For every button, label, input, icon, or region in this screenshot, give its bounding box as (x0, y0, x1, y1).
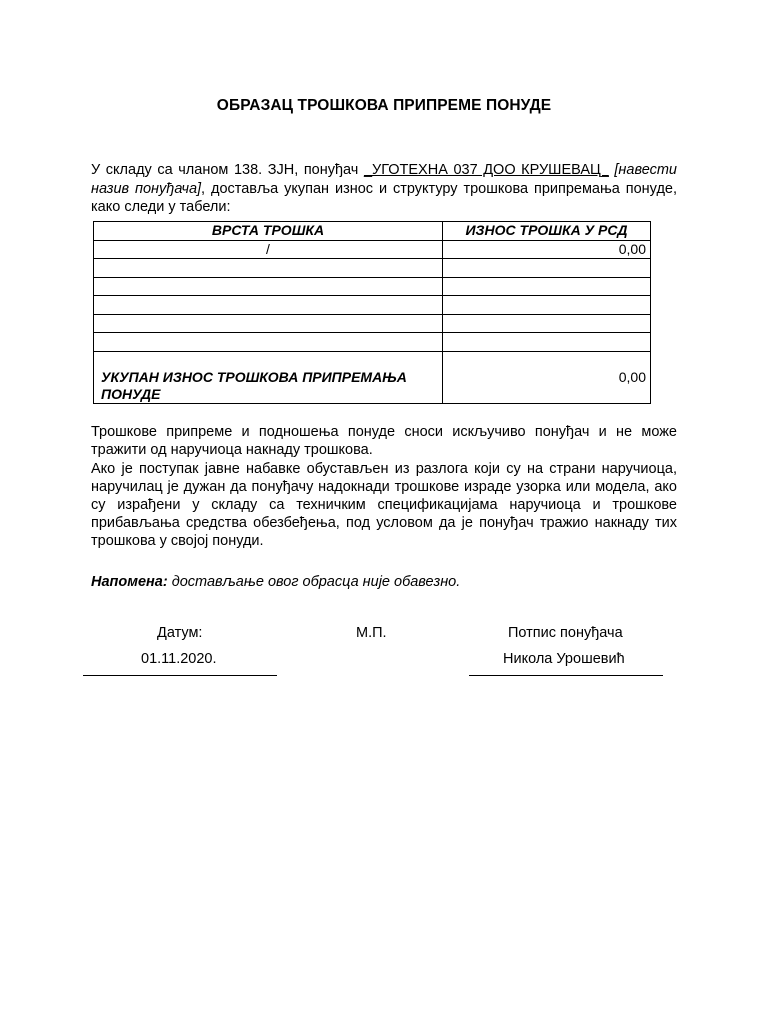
table-row (94, 240, 651, 259)
table-row (94, 277, 651, 296)
cost-type-cell: / (94, 240, 443, 259)
signature-line (469, 675, 663, 676)
intro-paragraph (91, 161, 677, 217)
bidder-name: _УГОТЕХНА 037 ДОО КРУШЕВАЦ_ (363, 162, 609, 178)
table-row (94, 296, 651, 315)
note (91, 574, 460, 590)
date-label: Датум: (157, 625, 203, 641)
cost-amount-cell: 0,00 (443, 240, 651, 259)
table-header-row (94, 222, 651, 241)
cost-type-cell (94, 314, 443, 333)
table-row (94, 314, 651, 333)
cost-type-cell (94, 259, 443, 278)
note-label: Напомена: (91, 574, 168, 590)
cost-table (93, 221, 651, 404)
table-row (94, 333, 651, 352)
cost-type-cell (94, 277, 443, 296)
document-title: ОБРАЗАЦ ТРОШКОВА ПРИПРЕМЕ ПОНУДЕ (216, 97, 552, 114)
table-row (94, 259, 651, 278)
suspension-paragraph: Ако је поступак јавне набавке обустављен из разлога који су на страни наручиоца, наручилац је дужан да понуђачу надокнади трошкове израде узорка или модела, ако су израђени у складу са техничким спецификацијама наручиоца и трошкове прибављања средства обезбеђења, под условом да је понуђач тражио накнаду тих трошкова у својој понуди. (91, 461, 677, 549)
header-cost-amount: ИЗНОС ТРОШКА У РСД (443, 222, 651, 241)
cost-type-cell (94, 296, 443, 315)
cost-amount-cell (443, 277, 651, 296)
signature-label: Потпис понуђача (508, 625, 623, 641)
cost-amount-cell (443, 259, 651, 278)
cost-amount-cell (443, 333, 651, 352)
signature-value: Никола Урошевић (503, 651, 625, 667)
date-value: 01.11.2020. (141, 651, 217, 667)
date-line (83, 675, 277, 676)
stamp-label: М.П. (356, 625, 387, 641)
total-label: УКУПАН ИЗНОС ТРОШКОВА ПРИПРЕМАЊА ПОНУДЕ (94, 351, 443, 403)
bidder-hint: [навести назив понуђача] (91, 162, 677, 197)
cost-paragraph: Трошкове припреме и подношења понуде сноси искључиво понуђач и не може тражити од наручиоца накнаду трошкова. (91, 424, 677, 458)
header-cost-type: ВРСТА ТРОШКА (94, 222, 443, 241)
total-value: 0,00 (443, 351, 651, 403)
cost-type-cell (94, 333, 443, 352)
cost-amount-cell (443, 314, 651, 333)
intro-text-start: У складу са чланом 138. ЗЈН, понуђач (91, 162, 364, 178)
table-total-row (94, 351, 651, 403)
note-text: достављање овог обрасца није обавезно. (167, 574, 461, 590)
cost-amount-cell (443, 296, 651, 315)
intro-text-end: , доставља укупан износ и структуру трошкова припремања понуде, како следи у табели: (91, 180, 678, 215)
